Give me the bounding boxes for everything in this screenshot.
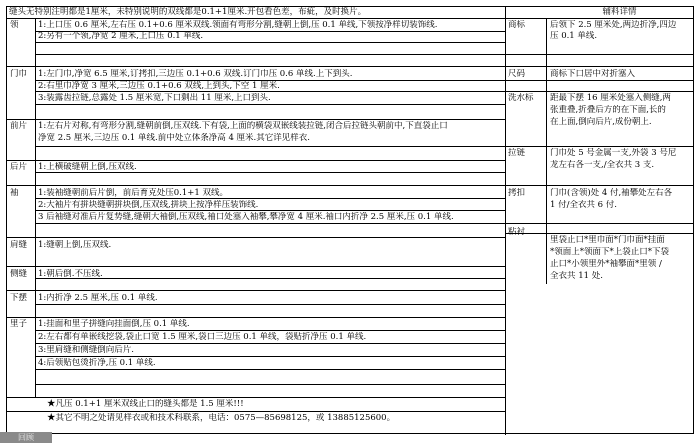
- note-2: ★其它不明之处请见样衣或和技术科联系，电话：0575—85698125，或 13885125600。: [47, 413, 396, 423]
- section-label-back: 后片: [10, 162, 28, 172]
- zipper-line-2: 龙左右各一支,/全衣共 3 支.: [550, 160, 655, 170]
- watermark-logo: 回顾: [0, 432, 52, 443]
- placket-line-3: 3:装露齿拉链,总露处 1.5 厘米宽,下口剩出 11 厘米,上口到头.: [38, 93, 271, 103]
- lining-line-3: 3:里肩缝和侧缝倒向后片.: [38, 345, 134, 355]
- label-snap: 拷扣: [508, 188, 526, 198]
- interlining-line-2: *领面上*领面下*上袋止口*下袋: [550, 247, 670, 257]
- section-label-front: 前片: [10, 121, 28, 131]
- collar-line-1: 1:上口压 0.6 厘米,左右压 0.1+0.6 厘米双线.领面有弯形分割,缝朝上倒,压 0.1 单线,下领按净样切装饰线.: [38, 20, 438, 30]
- snap-line-1: 门巾(含领)处 4 付,袖攀处左右各: [550, 188, 673, 198]
- section-label-side: 侧缝: [10, 269, 28, 279]
- snap-line-2: 1 付/全衣共 6 付.: [550, 200, 617, 210]
- care-line-2: 张重叠,折叠后方的在下面,长的: [550, 105, 666, 115]
- side-line-1: 1:朝后倒.不压线.: [38, 269, 103, 279]
- label-zipper: 拉链: [508, 148, 526, 158]
- accessories-title: 辅料详情: [602, 7, 637, 17]
- placket-line-2: 2:右里巾净宽 3 厘米,三边压 0.1+0.6 双线,上到头,下空 1 厘米.: [38, 81, 280, 91]
- front-line-1: 1:左右片对称,有弯形分割,缝朝前倒,压双线.下有袋,上面的横袋双嵌线装拉链,闭合后拉链头朝前中,下直袋止口: [38, 121, 448, 131]
- note-1: ★凡压 0.1+1 厘米双线止口的缝头都是 1.5 厘米!!!: [47, 399, 244, 409]
- lining-line-1: 1:挂面和里子拼缝向挂面倒,压 0.1 单线.: [38, 319, 190, 329]
- label-care: 洗水标: [508, 93, 534, 103]
- label-trademark: 商标: [508, 20, 526, 30]
- label-interlining: 粘衬: [508, 227, 526, 237]
- section-label-hem: 下摆: [10, 293, 28, 303]
- interlining-line-1: 里袋止口*里巾面*门巾面*挂面: [550, 235, 665, 245]
- care-line-3: 在上面,倒向后片,成份朝上.: [550, 117, 652, 127]
- placket-line-1: 1:左门巾,净宽 6.5 厘米,订拷扣,三边压 0.1+0.6 双线.订门巾压 0.6 单线.上下到头.: [38, 69, 353, 79]
- back-line-1: 1:上横破缝朝上倒,压双线.: [38, 162, 137, 172]
- sleeve-line-3: 3 后袖缝对准后片复势缝,缝朝大袖倒,压双线,袖口处塞入袖攀,攀净宽 4 厘米.袖口内折净 2.5 厘米,压 0.1 单线.: [38, 212, 454, 222]
- front-line-2: 净宽 2.5 厘米,三边压 0.1 单线.前中处立体条净高 4 厘米.其它详见样衣.: [38, 133, 310, 143]
- trademark-line-1: 后领下 2.5 厘米处,两边折净,四边: [550, 20, 677, 30]
- lining-line-4: 4:后领贴包烫折净,压 0.1 单线.: [38, 358, 156, 368]
- lining-line-2: 2:左右都有单嵌线挖袋,袋止口宽 1.5 厘米,袋口三边压 0.1 单线，袋贴折净压 0.1 单线.: [38, 332, 367, 342]
- zipper-line-1: 门巾处 5 号金属一支,外袋 3 号尼: [550, 148, 677, 158]
- shoulder-line-1: 1:缝朝上倒,压双线.: [38, 240, 112, 250]
- label-size: 尺码: [508, 69, 526, 79]
- interlining-line-3: 止口*小领里外*袖攀面*里领 /: [550, 259, 662, 269]
- section-label-collar: 领: [10, 20, 19, 30]
- section-label-shoulder: 肩缝: [10, 240, 28, 250]
- trademark-line-2: 压 0.1 单线.: [550, 31, 598, 41]
- sleeve-line-2: 2:大袖片有拼块缝朝拼块倒,压双线,拼块上按净样压装饰线.: [38, 200, 259, 210]
- collar-line-2: 2:另有一个领,净宽 2 厘米,上口压 0.1 单线.: [38, 31, 204, 41]
- spec-sheet: [6, 6, 694, 434]
- size-line-1: 商标下口居中对折塞入: [550, 69, 636, 79]
- section-label-sleeve: 袖: [10, 188, 19, 198]
- section-label-lining: 里子: [10, 319, 28, 329]
- section-label-placket: 门巾: [10, 69, 28, 79]
- page-title: 缝头无特别注明都是1厘米，未特别说明的双线都是0.1+1厘米.开包看色差，布疵，及时换片。: [9, 7, 367, 17]
- sleeve-line-1: 1:装袖缝朝前后片倒，前后育克处压0.1+1 双线。: [38, 188, 229, 198]
- hem-line-1: 1:内折净 2.5 厘米,压 0.1 单线.: [38, 293, 158, 303]
- care-line-1: 距最下摆 16 厘米处塞入侧缝,两: [550, 93, 671, 103]
- interlining-line-4: 全衣共 11 处.: [550, 271, 603, 281]
